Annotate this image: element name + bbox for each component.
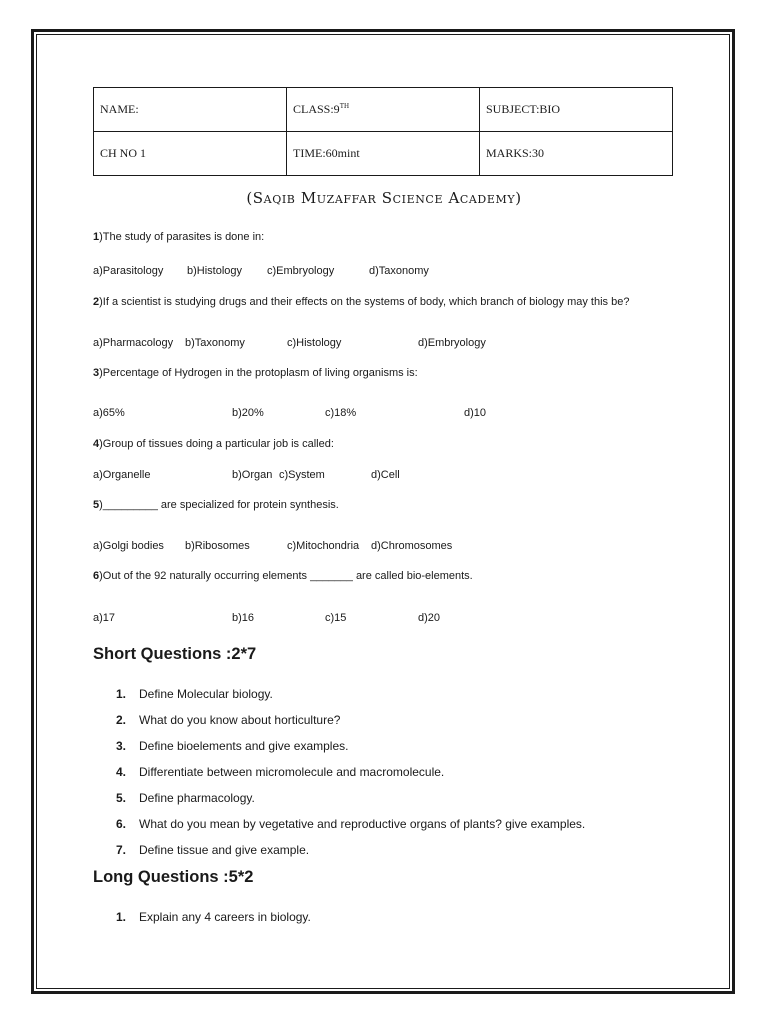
question-number: 4. bbox=[116, 765, 127, 779]
short-questions-heading: Short Questions :2*7 bbox=[93, 645, 257, 663]
mcq-4-question bbox=[93, 438, 334, 450]
mcq-number: 1 bbox=[93, 231, 100, 243]
question-text: Differentiate between micromolecule and macromolecule. bbox=[139, 765, 445, 779]
question-text: Explain any 4 careers in biology. bbox=[139, 910, 311, 924]
mcq-option: b)20% bbox=[232, 407, 264, 419]
mcq-number: 4 bbox=[93, 438, 100, 450]
question-number: 1. bbox=[116, 687, 127, 701]
short-question-item bbox=[116, 739, 348, 753]
mcq-1-options bbox=[93, 265, 653, 279]
mcq-3-question bbox=[93, 367, 418, 379]
mcq-option: d)Embryology bbox=[418, 337, 486, 349]
mcq-number: 5 bbox=[93, 499, 100, 511]
mcq-question-text: )Group of tissues doing a particular job is called: bbox=[99, 438, 334, 450]
short-question-item bbox=[116, 713, 340, 727]
mcq-5-question bbox=[93, 499, 339, 511]
question-number: 5. bbox=[116, 791, 127, 805]
mcq-option: b)Organ bbox=[232, 469, 273, 481]
class-cell bbox=[287, 88, 480, 132]
header-row-1 bbox=[94, 88, 673, 132]
subject-cell: SUBJECT:BIO bbox=[480, 88, 673, 132]
mcq-question-text: )Out of the 92 naturally occurring elements _______ are called bio-elements. bbox=[99, 570, 473, 582]
mcq-option: b)Histology bbox=[187, 265, 243, 277]
mcq-number: 6 bbox=[93, 570, 100, 582]
class-superscript: TH bbox=[339, 102, 350, 110]
short-question-item bbox=[116, 791, 255, 805]
mcq-3-options bbox=[93, 407, 653, 421]
mcq-6-options bbox=[93, 612, 653, 626]
question-number: 2. bbox=[116, 713, 127, 727]
mcq-6-question bbox=[93, 570, 473, 582]
mcq-option: b)16 bbox=[232, 612, 255, 624]
long-questions-heading: Long Questions :5*2 bbox=[93, 868, 254, 886]
short-question-item bbox=[116, 765, 444, 779]
mcq-option: b)Taxonomy bbox=[185, 337, 245, 349]
mcq-option: d)20 bbox=[418, 612, 441, 624]
mcq-number: 2 bbox=[93, 296, 100, 308]
mcq-option: a)Organelle bbox=[93, 469, 151, 481]
long-question-item bbox=[116, 910, 311, 924]
mcq-question-text: )_________ are specialized for protein synthesis. bbox=[99, 499, 339, 511]
question-number: 7. bbox=[116, 843, 127, 857]
mcq-option: a)Parasitology bbox=[93, 265, 164, 277]
short-question-item bbox=[116, 817, 585, 831]
mcq-question-text: )If a scientist is studying drugs and their effects on the systems of body, which branch of biology may this be? bbox=[99, 296, 630, 308]
mcq-option: c)Mitochondria bbox=[287, 540, 360, 552]
mcq-2-options bbox=[93, 337, 653, 351]
question-text: Define bioelements and give examples. bbox=[139, 739, 349, 753]
question-text: Define Molecular biology. bbox=[139, 687, 273, 701]
mcq-option: d)Chromosomes bbox=[371, 540, 453, 552]
mcq-option: d)Cell bbox=[371, 469, 400, 481]
marks-cell: MARKS:30 bbox=[480, 132, 673, 176]
mcq-option: c)15 bbox=[325, 612, 347, 624]
question-number: 3. bbox=[116, 739, 127, 753]
mcq-option: c)Embryology bbox=[267, 265, 335, 277]
mcq-option: c)System bbox=[279, 469, 325, 481]
mcq-option: a)Golgi bodies bbox=[93, 540, 164, 552]
name-cell: NAME: bbox=[94, 88, 287, 132]
mcq-option: a)Pharmacology bbox=[93, 337, 174, 349]
question-text: What do you know about horticulture? bbox=[139, 713, 341, 727]
question-text: Define tissue and give example. bbox=[139, 843, 310, 857]
mcq-question-text: )Percentage of Hydrogen in the protoplasm of living organisms is: bbox=[99, 367, 418, 379]
question-text: Define pharmacology. bbox=[139, 791, 255, 805]
mcq-option: a)65% bbox=[93, 407, 125, 419]
mcq-5-options bbox=[93, 540, 653, 554]
mcq-option: d)10 bbox=[464, 407, 487, 419]
short-question-item bbox=[116, 687, 273, 701]
header-table bbox=[93, 87, 673, 176]
academy-title: (Saqib Muzaffar Science Academy) bbox=[246, 189, 522, 207]
chapter-cell: CH NO 1 bbox=[94, 132, 287, 176]
mcq-question-text: )The study of parasites is done in: bbox=[99, 231, 265, 243]
mcq-number: 3 bbox=[93, 367, 100, 379]
question-text: What do you mean by vegetative and reproductive organs of plants? give examples. bbox=[139, 817, 586, 831]
class-label: CLASS:9 bbox=[293, 102, 340, 116]
header-row-2 bbox=[94, 132, 673, 176]
mcq-option: b)Ribosomes bbox=[185, 540, 250, 552]
mcq-option: a)17 bbox=[93, 612, 116, 624]
mcq-1-question bbox=[93, 231, 264, 243]
mcq-option: d)Taxonomy bbox=[369, 265, 429, 277]
question-number: 1. bbox=[116, 910, 127, 924]
mcq-2-question bbox=[93, 296, 629, 308]
question-number: 6. bbox=[116, 817, 127, 831]
short-question-item bbox=[116, 843, 309, 857]
time-cell: TIME:60mint bbox=[287, 132, 480, 176]
mcq-4-options bbox=[93, 469, 653, 483]
mcq-option: c)18% bbox=[325, 407, 357, 419]
mcq-option: c)Histology bbox=[287, 337, 342, 349]
